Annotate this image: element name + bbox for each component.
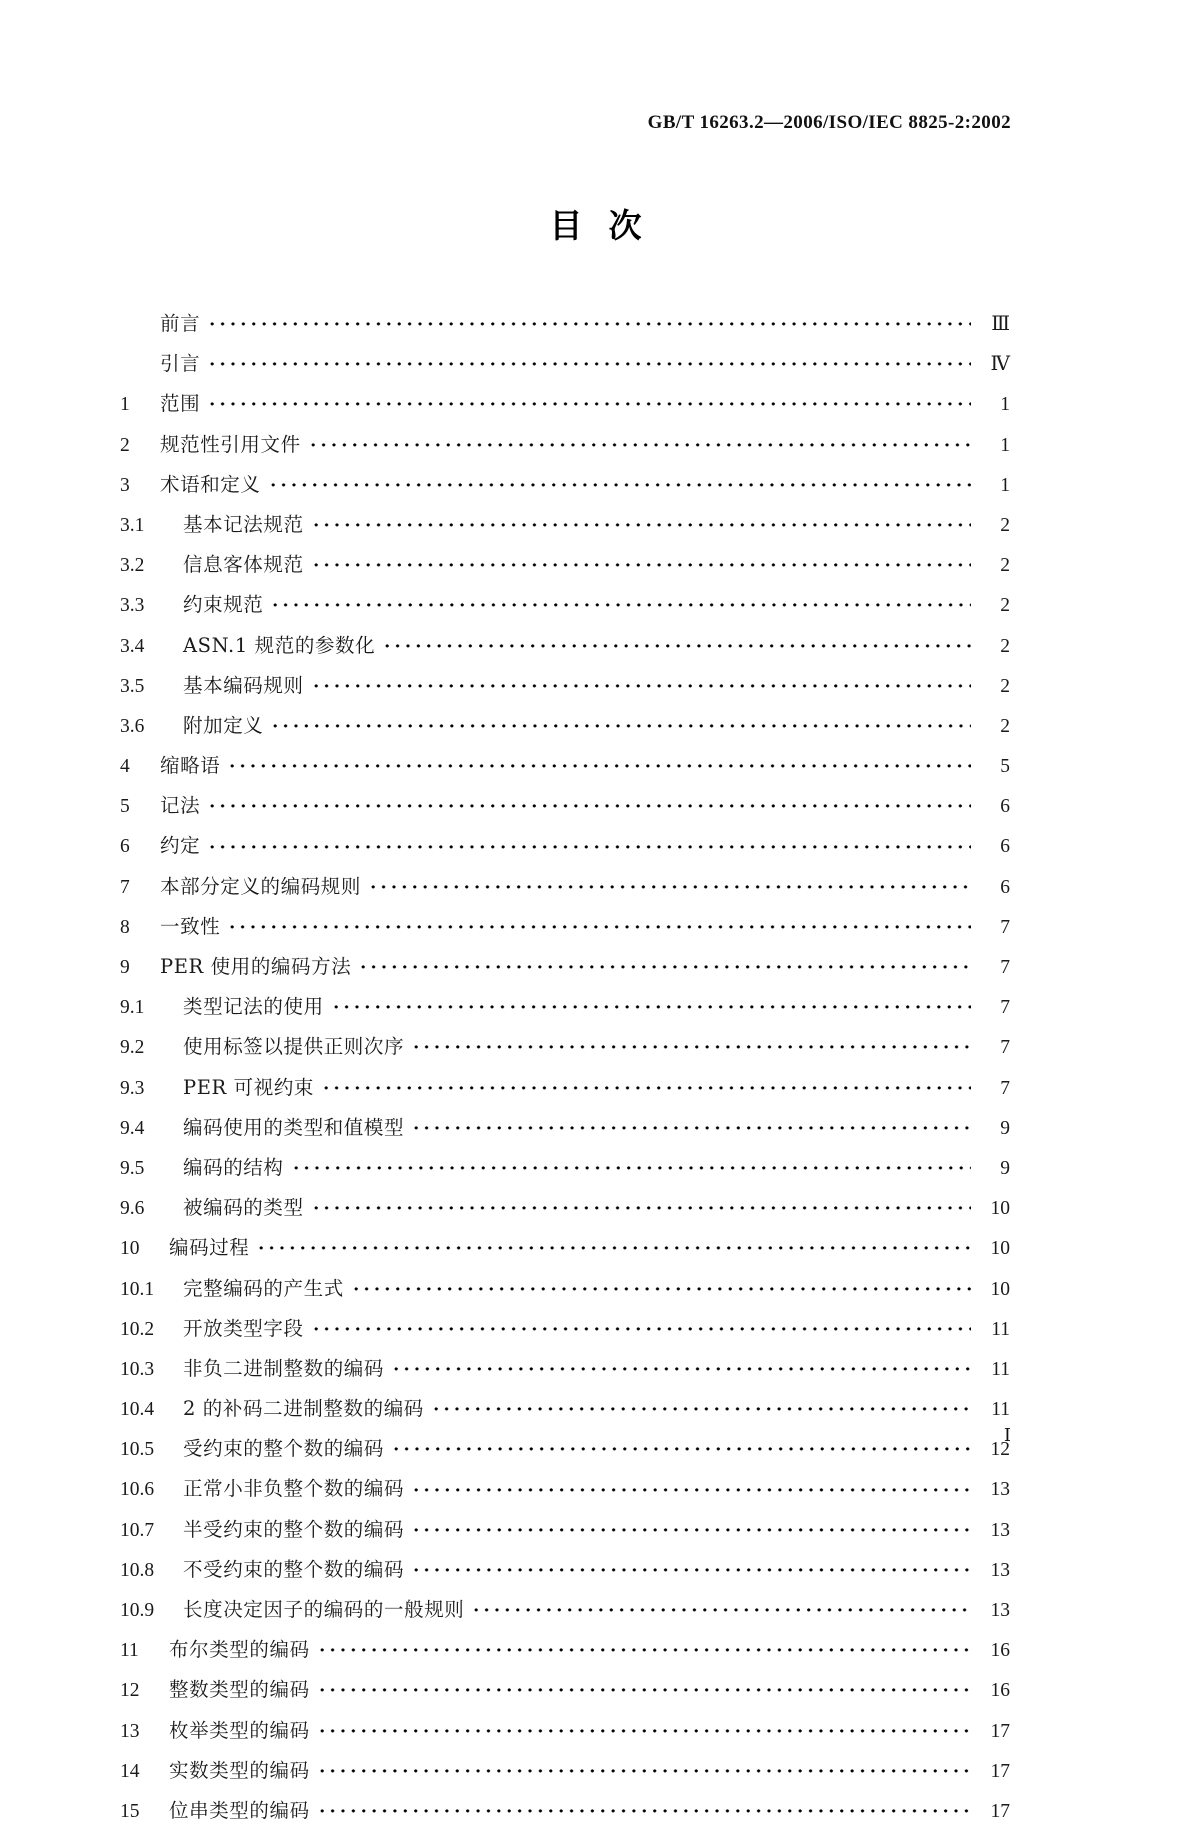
toc-entry-label: 整数类型的编码: [169, 1678, 310, 1702]
toc-entry-number: 10.7: [120, 1519, 155, 1541]
toc-entry-page-number: 11: [991, 1358, 1010, 1380]
toc-entry-label: 半受约束的整个数的编码: [183, 1517, 405, 1541]
toc-leader-dots: [308, 435, 971, 455]
toc-entry[interactable]: [120, 1228, 1010, 1268]
toc-entry-page-number: 17: [990, 1720, 1010, 1742]
page-title: 目次: [549, 206, 668, 245]
toc-entry-number: 12: [120, 1680, 140, 1702]
toc-leader-dots: [207, 354, 971, 374]
toc-entry-page-number: 6: [1000, 796, 1010, 818]
toc-entry-label: 信息客体规范: [183, 553, 304, 577]
toc-entry-page-number: 10: [990, 1198, 1010, 1220]
toc-entry-label: 类型记法的使用: [183, 995, 324, 1019]
toc-leader-dots: [317, 1640, 971, 1660]
toc-leader-dots: [270, 595, 971, 615]
toc-entry-label: 编码过程: [169, 1236, 250, 1260]
toc-entry-page-number: 12: [990, 1439, 1010, 1461]
toc-entry[interactable]: [120, 304, 1010, 344]
toc-entry-number: 3.2: [120, 555, 145, 577]
toc-leader-dots: [331, 997, 971, 1017]
toc-entry-label: 本部分定义的编码规则: [160, 874, 362, 898]
toc-entry-page-number: 2: [1000, 555, 1010, 577]
footer-page-number: Ⅰ: [1003, 1425, 1011, 1445]
toc-entry-label: 约束规范: [183, 593, 264, 617]
toc-entry-page-number: 6: [1000, 876, 1010, 898]
toc-entry[interactable]: [120, 746, 1010, 786]
toc-leader-dots: [311, 676, 971, 696]
toc-leader-dots: [207, 394, 971, 414]
toc-leader-dots: [317, 1680, 971, 1700]
toc-entry[interactable]: [120, 1108, 1010, 1148]
toc-leader-dots: [411, 1118, 971, 1138]
toc-entry-number: 10.2: [120, 1318, 155, 1340]
toc-entry-page-number: 2: [1000, 595, 1010, 617]
toc-entry-number: 5: [120, 796, 130, 818]
toc-entry-number: 11: [120, 1640, 139, 1662]
toc-entry-label: 约定: [160, 834, 201, 858]
toc-entry-page-number: 2: [1000, 675, 1010, 697]
toc-leader-dots: [317, 1721, 971, 1741]
toc-leader-dots: [270, 716, 971, 736]
toc-entry-label: 2 的补码二进制整数的编码: [183, 1397, 424, 1421]
toc-leader-dots: [382, 636, 971, 656]
toc-entry-page-number: 11: [991, 1399, 1010, 1421]
toc-entry[interactable]: [120, 465, 1010, 505]
toc-entry-label: 记法: [160, 794, 201, 818]
toc-entry-page-number: 1: [1000, 434, 1010, 456]
toc-entry-page-number: 1: [1000, 474, 1010, 496]
toc-entry-label: 缩略语: [160, 754, 221, 778]
toc-entry[interactable]: [120, 1791, 1010, 1831]
toc-entry[interactable]: [120, 1590, 1010, 1630]
toc-entry-number: 3: [120, 474, 130, 496]
toc-leader-dots: [227, 756, 971, 776]
toc-entry[interactable]: [120, 1068, 1010, 1108]
toc-entry-label: 位串类型的编码: [169, 1798, 310, 1822]
toc-entry-number: 3.1: [120, 514, 145, 536]
running-header-standard-id: GB/T 16263.2—2006/ISO/IEC 8825-2:2002: [647, 112, 1011, 133]
toc-entry-page-number: 2: [1000, 635, 1010, 657]
toc-entry[interactable]: [120, 425, 1010, 465]
toc-leader-dots: [311, 1198, 971, 1218]
toc-entry[interactable]: [120, 706, 1010, 746]
toc-entry-label: 编码使用的类型和值模型: [183, 1115, 405, 1139]
toc-entry-page-number: 17: [990, 1760, 1010, 1782]
toc-entry-number: 10.1: [120, 1278, 155, 1300]
toc-entry-number: 7: [120, 876, 130, 898]
toc-entry-number: 15: [120, 1800, 140, 1822]
toc-entry[interactable]: [120, 585, 1010, 625]
toc-entry-label: 使用标签以提供正则次序: [183, 1035, 405, 1059]
toc-entry[interactable]: [120, 1027, 1010, 1067]
toc-entry-number: 1: [120, 394, 130, 416]
toc-entry-page-number: 13: [990, 1479, 1010, 1501]
toc-entry-page-number: 6: [1000, 836, 1010, 858]
toc-leader-dots: [207, 837, 971, 857]
toc-entry-page-number: 5: [1000, 756, 1010, 778]
toc-leader-dots: [311, 555, 971, 575]
toc-entry-number: 3.3: [120, 595, 145, 617]
toc-entry-page-number: 7: [1000, 1077, 1010, 1099]
toc-entry-number: 3.6: [120, 715, 145, 737]
toc-entry-label: 实数类型的编码: [169, 1758, 310, 1782]
toc-entry-label: 术语和定义: [160, 472, 261, 496]
toc-entry-page-number: Ⅲ: [991, 314, 1010, 335]
toc-entry-label: 开放类型字段: [183, 1316, 304, 1340]
toc-entry-label: 枚举类型的编码: [169, 1718, 310, 1742]
toc-entry[interactable]: [120, 1148, 1010, 1188]
toc-entry-number: 10.9: [120, 1600, 155, 1621]
toc-entry-page-number: 11: [991, 1318, 1010, 1340]
toc-entry[interactable]: [120, 1711, 1010, 1751]
toc-entry-page-number: Ⅳ: [990, 354, 1010, 376]
toc-entry-page-number: 1: [1000, 394, 1010, 416]
toc-entry[interactable]: [120, 1349, 1010, 1389]
toc-entry[interactable]: [120, 1751, 1010, 1791]
toc-leader-dots: [358, 957, 971, 977]
toc-entry[interactable]: [120, 826, 1010, 866]
toc-entry[interactable]: [120, 1510, 1010, 1550]
toc-entry-label: 布尔类型的编码: [169, 1638, 310, 1662]
toc-entry-page-number: 2: [1000, 715, 1010, 737]
toc-entry-number: 10: [120, 1238, 140, 1260]
toc-entry-number: 9.6: [120, 1198, 145, 1220]
toc-leader-dots: [268, 475, 971, 495]
toc-entry-page-number: 13: [990, 1600, 1010, 1621]
toc-entry-number: 14: [120, 1760, 140, 1782]
toc-entry-number: 10.3: [120, 1358, 155, 1380]
toc-entry-label: 基本记法规范: [183, 512, 304, 536]
toc-entry-number: 10.4: [120, 1399, 155, 1421]
toc-leader-dots: [207, 314, 971, 334]
toc-entry-label: ASN.1 规范的参数化: [183, 633, 376, 657]
toc-entry-page-number: 7: [1000, 1037, 1010, 1059]
toc-entry-label: 编码的结构: [183, 1155, 284, 1179]
toc-entry-page-number: 7: [1000, 997, 1010, 1019]
toc-entry-number: 9: [120, 957, 130, 978]
toc-entry[interactable]: [120, 1389, 1010, 1429]
toc-leader-dots: [411, 1560, 971, 1580]
toc-entry-label: 前言: [160, 312, 201, 335]
toc-entry-number: 3.4: [120, 635, 145, 657]
toc-entry[interactable]: [120, 786, 1010, 826]
toc-entry-label: 范围: [160, 392, 201, 416]
toc-entry-label: PER 使用的编码方法: [160, 955, 352, 978]
toc-entry-page-number: 7: [1000, 916, 1010, 938]
toc-entry[interactable]: [120, 1550, 1010, 1590]
toc-entry[interactable]: [120, 626, 1010, 666]
toc-entry-label: 长度决定因子的编码的一般规则: [183, 1598, 465, 1621]
toc-entry-number: 9.5: [120, 1157, 145, 1179]
toc-entry-page-number: 2: [1000, 514, 1010, 536]
toc-entry-number: 9.4: [120, 1117, 145, 1139]
toc-entry-number: 8: [120, 916, 130, 938]
toc-leader-dots: [291, 1158, 971, 1178]
toc-entry-number: 3.5: [120, 675, 145, 697]
toc-entry[interactable]: [120, 344, 1010, 384]
toc-entry-page-number: 9: [1000, 1117, 1010, 1139]
toc-entry-page-number: 17: [990, 1800, 1010, 1822]
toc-entry-number: 10.8: [120, 1559, 155, 1581]
toc-leader-dots: [391, 1359, 971, 1379]
toc-entry-number: 9.3: [120, 1077, 145, 1099]
toc-leader-dots: [351, 1279, 971, 1299]
toc-entry-label: 规范性引用文件: [160, 432, 301, 456]
toc-entry-label: PER 可视约束: [183, 1075, 315, 1099]
toc-entry-label: 引言: [160, 352, 201, 376]
toc-entry-number: 6: [120, 836, 130, 858]
table-of-contents: [120, 304, 1010, 1831]
toc-leader-dots: [311, 515, 971, 535]
toc-leader-dots: [227, 917, 971, 937]
toc-entry-number: 9.1: [120, 997, 145, 1019]
toc-entry-label: 正常小非负整个数的编码: [183, 1477, 405, 1501]
toc-entry[interactable]: [120, 1188, 1010, 1228]
toc-entry-number: 10.5: [120, 1439, 155, 1461]
toc-entry[interactable]: [120, 1630, 1010, 1670]
toc-entry[interactable]: [120, 867, 1010, 907]
toc-entry-label: 非负二进制整数的编码: [183, 1356, 385, 1380]
toc-entry-label: 基本编码规则: [183, 673, 304, 697]
toc-entry-page-number: 13: [990, 1559, 1010, 1581]
toc-entry[interactable]: [120, 1269, 1010, 1309]
toc-entry-page-number: 16: [990, 1640, 1010, 1662]
toc-entry-label: 不受约束的整个数的编码: [183, 1557, 405, 1581]
toc-leader-dots: [431, 1399, 971, 1419]
toc-leader-dots: [256, 1238, 971, 1258]
toc-entry[interactable]: [120, 1670, 1010, 1710]
toc-entry[interactable]: [120, 666, 1010, 706]
toc-entry[interactable]: [120, 505, 1010, 545]
toc-leader-dots: [207, 796, 971, 816]
toc-entry[interactable]: [120, 1309, 1010, 1349]
toc-entry[interactable]: [120, 987, 1010, 1027]
toc-leader-dots: [321, 1078, 971, 1098]
toc-entry[interactable]: [120, 947, 1010, 987]
toc-entry-page-number: 10: [990, 1278, 1010, 1300]
toc-entry-number: 13: [120, 1720, 140, 1742]
toc-entry[interactable]: [120, 1469, 1010, 1509]
toc-entry[interactable]: [120, 907, 1010, 947]
toc-entry[interactable]: [120, 384, 1010, 424]
toc-entry-page-number: 16: [990, 1680, 1010, 1702]
toc-entry-page-number: 7: [1000, 957, 1010, 978]
toc-entry-page-number: 13: [990, 1519, 1010, 1541]
toc-entry-number: 10.6: [120, 1479, 155, 1501]
toc-leader-dots: [317, 1761, 971, 1781]
toc-entry-page-number: 10: [990, 1238, 1010, 1260]
toc-entry-number: 9.2: [120, 1037, 145, 1059]
toc-entry-page-number: 9: [1000, 1157, 1010, 1179]
toc-entry[interactable]: [120, 545, 1010, 585]
toc-leader-dots: [311, 1319, 971, 1339]
toc-leader-dots: [471, 1600, 971, 1620]
toc-entry-number: 2: [120, 434, 130, 456]
toc-leader-dots: [317, 1801, 971, 1821]
toc-entry-label: 受约束的整个数的编码: [183, 1437, 385, 1461]
toc-leader-dots: [411, 1480, 971, 1500]
toc-entry-label: 完整编码的产生式: [183, 1276, 344, 1300]
toc-entry-label: 一致性: [160, 914, 221, 938]
toc-leader-dots: [411, 1037, 971, 1057]
toc-entry-number: 4: [120, 756, 130, 778]
toc-leader-dots: [411, 1520, 971, 1540]
toc-entry-label: 被编码的类型: [183, 1196, 304, 1220]
toc-entry-label: 附加定义: [183, 713, 264, 737]
toc-leader-dots: [368, 877, 971, 897]
